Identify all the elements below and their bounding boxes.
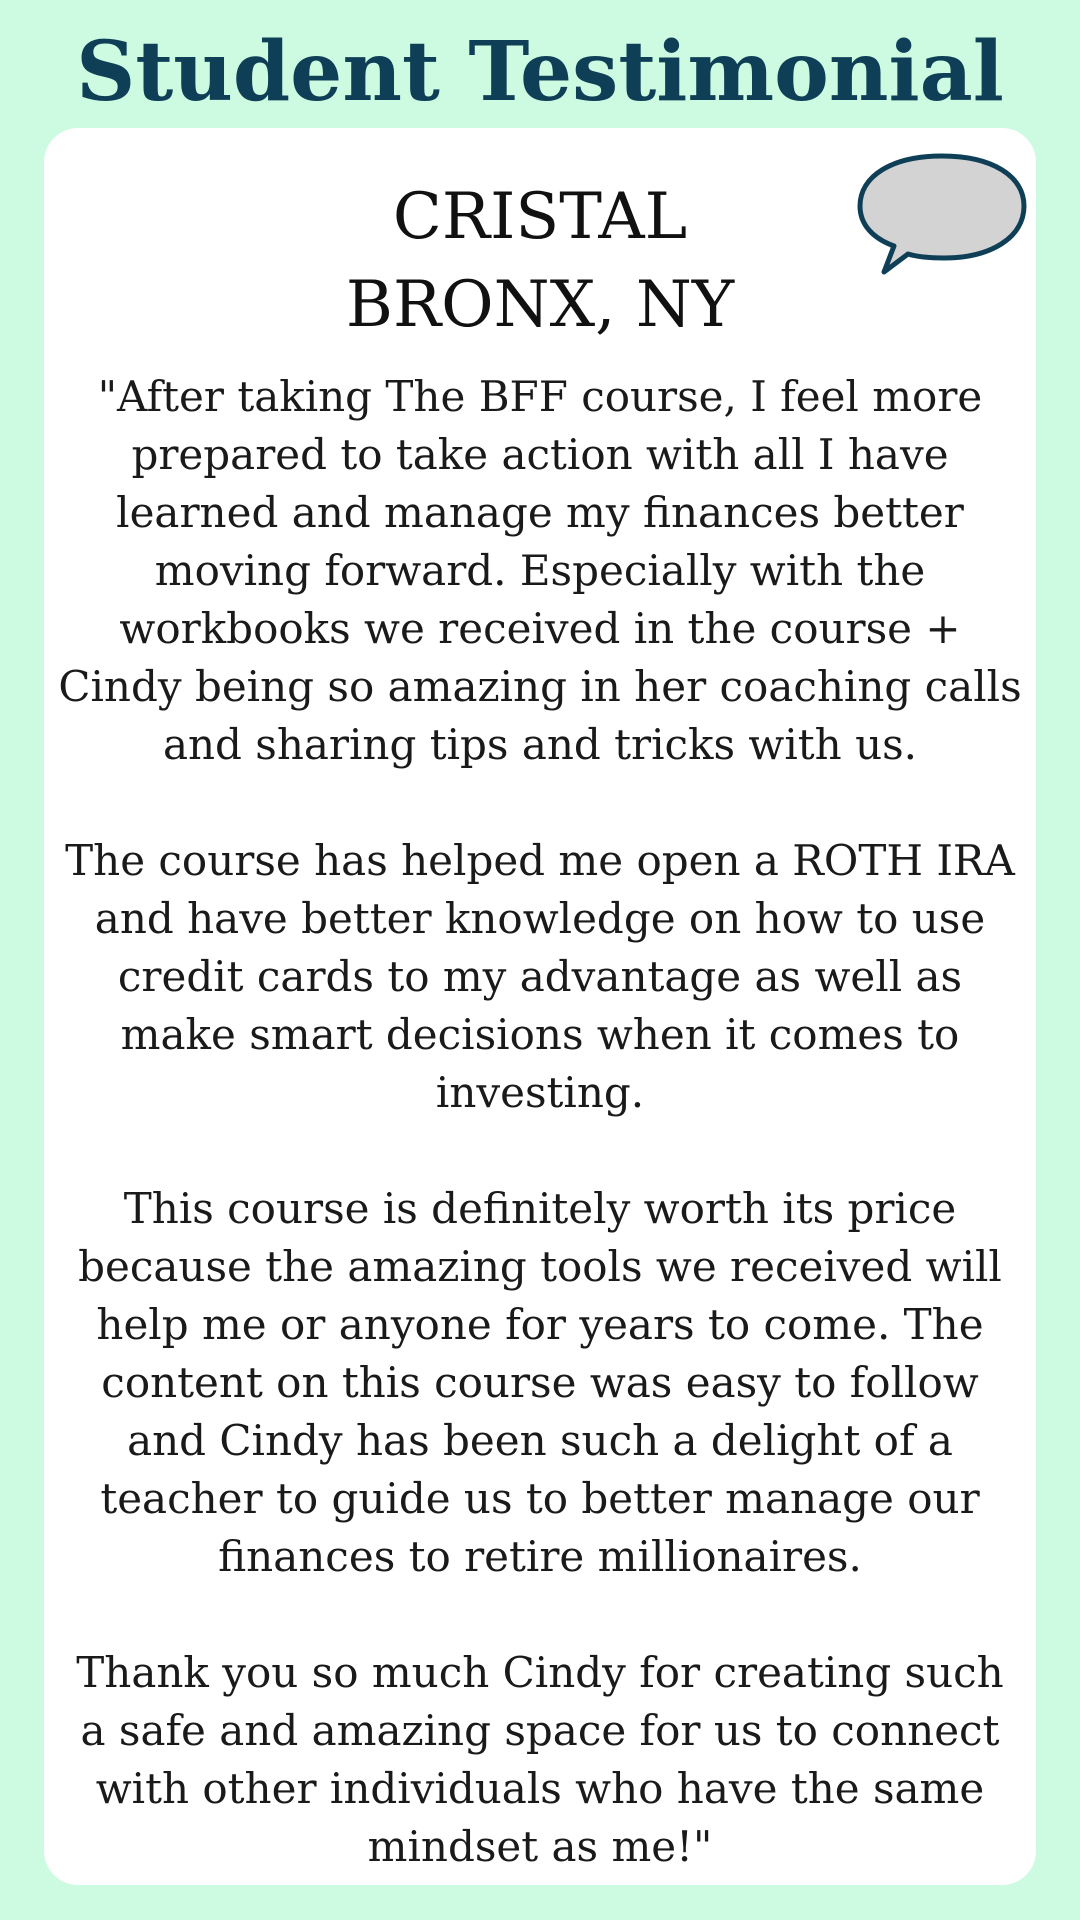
page-title: Student Testimonial: [76, 24, 1004, 120]
testimonial-paragraph: Thank you so much Cindy for creating such a safe and amazing space for us to connect with other individuals who have the same mindset as me!": [76, 1648, 1004, 1871]
testimonial-quote: [58, 368, 1022, 1876]
testimonial-paragraph: This course is definitely worth its price because the amazing tools we received will help me or anyone for years to come. The content on this course was easy to follow and Cindy has been such a delight of a teacher to guide us to better manage our finances to retire millionaires.: [78, 1184, 1002, 1581]
testimonial-paragraph: "After taking The BFF course, I feel more prepared to take action with all I have learned and manage my finances better moving forward. Especially with the workbooks we received in the course + Cindy being so amazing in her coaching calls and sharing tips and tricks with us.: [58, 372, 1022, 769]
speaker-block: [44, 173, 1036, 349]
speaker-name: CRISTAL: [392, 180, 688, 254]
speaker-location: BRONX, NY: [345, 268, 735, 342]
testimonial-card: [44, 128, 1036, 1885]
testimonial-paragraph: The course has helped me open a ROTH IRA and have better knowledge on how to use credit cards to my advantage as well as make smart decisions when it comes to investing.: [65, 836, 1015, 1117]
